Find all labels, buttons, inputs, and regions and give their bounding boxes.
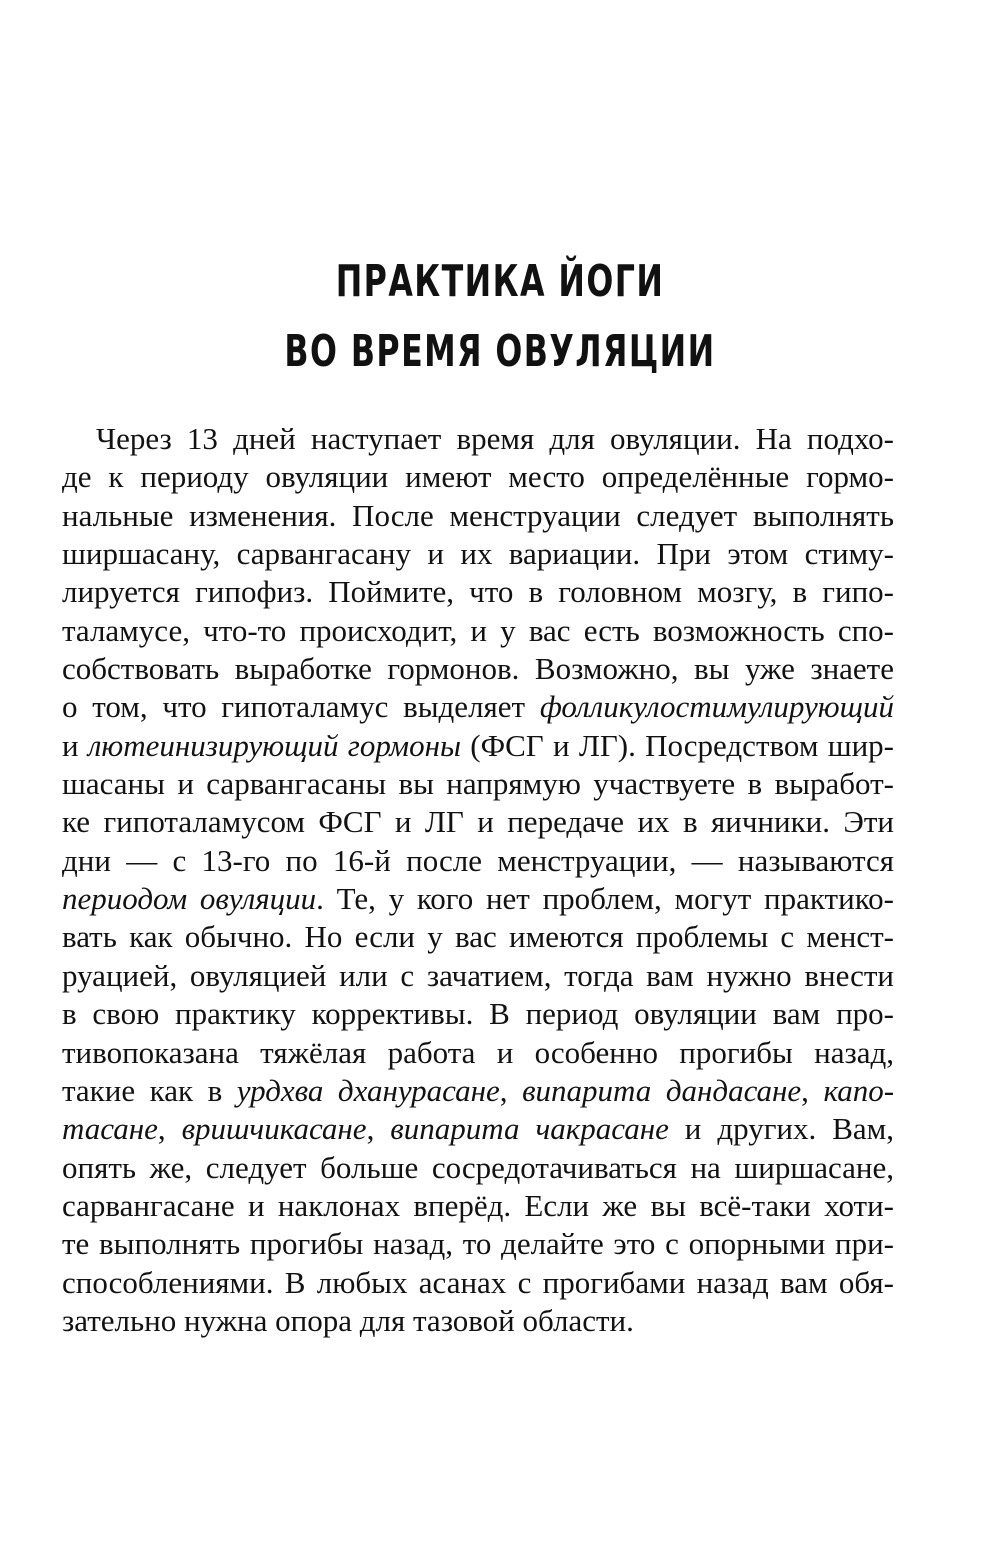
text-line: вать как обычно. Но если у вас имеются проблемы с менст- bbox=[62, 919, 894, 955]
text-line: опять же, следует больше сосредотачиваться на ширшасане, bbox=[62, 1149, 894, 1185]
text-run: и bbox=[62, 727, 88, 763]
italic-term: капо- bbox=[823, 1072, 895, 1108]
italic-term: лютеинизирующий гормоны bbox=[87, 727, 461, 763]
text-run: , bbox=[157, 1111, 182, 1147]
text-line: нальные изменения. После менструации следует выполнять bbox=[62, 497, 894, 533]
text-line: руацией, овуляцией или с зачатием, тогда вам нужно внести bbox=[62, 957, 894, 993]
text-run: , bbox=[499, 1072, 523, 1108]
italic-term: тасане bbox=[62, 1111, 158, 1147]
text-line bbox=[62, 1110, 894, 1148]
text-run: , bbox=[801, 1072, 824, 1108]
text-line: тивопоказана тяжёлая работа и особенно прогибы назад, bbox=[62, 1034, 894, 1070]
text-run: , bbox=[366, 1111, 391, 1147]
text-line: шасаны и сарвангасаны вы напрямую участвуете в выработ- bbox=[62, 766, 894, 802]
text-line: дни — с 13-го по 16-й после менструации, — называются bbox=[62, 842, 894, 878]
italic-term: вришчикасане bbox=[181, 1111, 367, 1147]
chapter-heading bbox=[0, 247, 1000, 387]
italic-term: фолликулостимулирующий bbox=[539, 689, 894, 725]
italic-term: периодом овуляции bbox=[62, 881, 317, 917]
body-paragraph bbox=[62, 420, 894, 1340]
heading-line-2: ВО ВРЕМЯ ОВУЛЯЦИИ bbox=[284, 326, 716, 377]
heading-line-1: ПРАКТИКА ЙОГИ bbox=[335, 256, 665, 307]
text-line bbox=[62, 1072, 894, 1110]
text-line: ширшасану, сарвангасану и их вариации. При этом стиму- bbox=[62, 536, 894, 572]
text-line: сарвангасане и наклонах вперёд. Если же вы всё-таки хоти- bbox=[62, 1187, 894, 1223]
text-run: (ФСГ и ЛГ). Посредством шир- bbox=[460, 727, 895, 763]
text-run: . Те, у кого нет проблем, могут практико- bbox=[316, 881, 895, 917]
text-line: в свою практику коррективы. В период овуляции вам про- bbox=[62, 996, 894, 1032]
text-line bbox=[62, 727, 894, 765]
text-line: ке гипоталамусом ФСГ и ЛГ и передаче их в яичники. Эти bbox=[62, 804, 894, 840]
text-line bbox=[62, 880, 894, 918]
text-line bbox=[62, 688, 894, 726]
text-run: такие как в bbox=[62, 1072, 237, 1108]
text-line: способлениями. В любых асанах с прогибами назад вам обя- bbox=[62, 1264, 894, 1300]
italic-term: урдхва дханурасане bbox=[236, 1072, 500, 1108]
text-line: зательно нужна опора для тазовой области. bbox=[62, 1302, 634, 1338]
text-line: Через 13 дней наступает время для овуляции. На подхо- bbox=[96, 421, 894, 456]
text-run: о том, что гипоталамус выделяет bbox=[62, 689, 540, 725]
text-line: собствовать выработке гормонов. Возможно, вы уже знаете bbox=[62, 651, 894, 687]
italic-term: випарита чакрасане bbox=[390, 1111, 669, 1147]
text-line: таламусе, что-то происходит, и у вас есть возможность спо- bbox=[62, 612, 894, 648]
text-line: лируется гипофиз. Поймите, что в головном мозгу, в гипо- bbox=[62, 574, 894, 610]
italic-term: випарита дандасане bbox=[522, 1072, 802, 1108]
text-line: те выполнять прогибы назад, то делайте это с опорными при- bbox=[62, 1226, 894, 1262]
text-line: де к периоду овуляции имеют место определённые гормо- bbox=[62, 459, 894, 495]
text-run: и других. Вам, bbox=[668, 1111, 894, 1147]
